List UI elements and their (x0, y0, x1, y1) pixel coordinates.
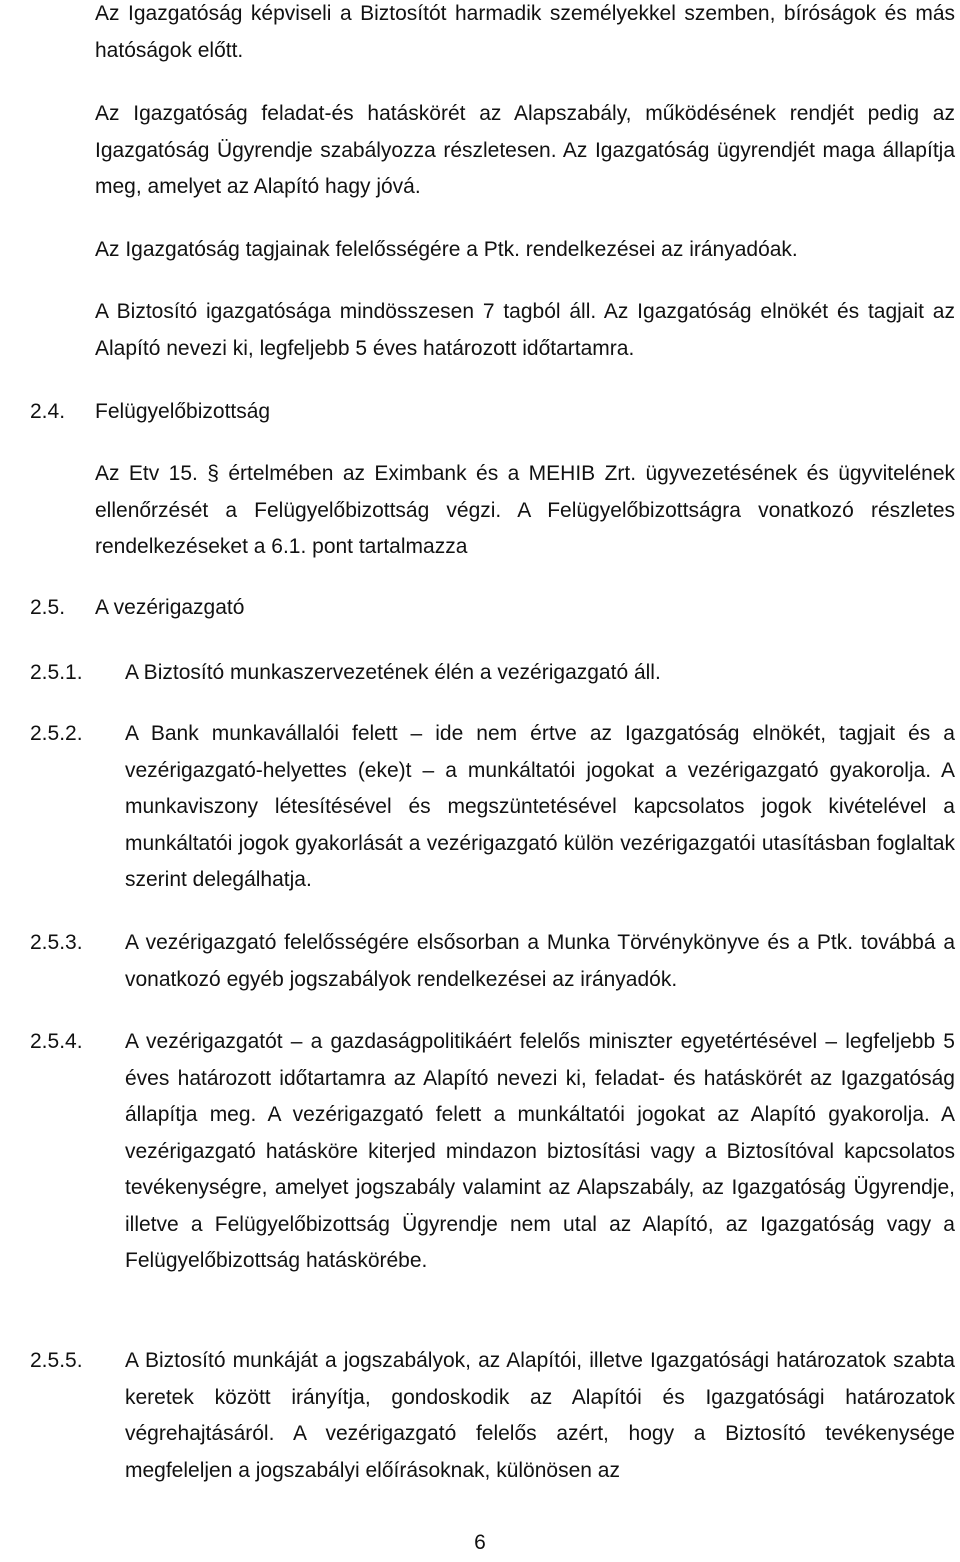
paragraph-board-members: A Biztosító igazgatósága mindösszesen 7 tagból áll. Az Igazgatóság elnökét és tagjait az Alapító nevezi ki, legfeljebb 5 éves határozott időtartamra. (95, 300, 955, 360)
paragraph-representation: Az Igazgatóság képviseli a Biztosítót harmadik személyekkel szemben, bíróságok és más hatóságok előtt. (95, 2, 955, 62)
clause-text: A vezérigazgató felelősségére elsősorban a Munka Törvénykönyve és a Ptk. továbbá a vonatkozó egyéb jogszabályok rendelkezései az irányadók. (125, 931, 955, 991)
section-body: Az Etv 15. § értelmében az Eximbank és a MEHIB Zrt. ügyvezetésének és ügyvitelének ellenőrzését a Felügyelőbizottság végzi. A Felügyelőbizottságra vonatkozó részletes rendelkezéseket a 6.1. pont tartalmazza (95, 462, 955, 558)
clause-text: A Biztosító munkáját a jogszabályok, az Alapítói, illetve Igazgatósági határozatok szabta keretek között irányítja, gondoskodik az Alapítói és Igazgatósági határozatok végrehajtásáról. A vezérigazgató felelős azért, hogy a Biztosító tevékenysége megfeleljen a jogszabályi előírásoknak, különösen az (125, 1349, 955, 1482)
clause-number: 2.5.3. (30, 931, 83, 954)
clause-number: 2.5.1. (30, 661, 83, 684)
clause-number: 2.5.5. (30, 1349, 83, 1372)
paragraph-liability: Az Igazgatóság tagjainak felelősségére a Ptk. rendelkezései az irányadóak. (95, 238, 798, 261)
clause-number: 2.5.2. (30, 722, 83, 745)
section-number: 2.5. (30, 596, 66, 619)
clause-number: 2.5.4. (30, 1030, 83, 1053)
section-number: 2.4. (30, 400, 66, 423)
page-number: 6 (474, 1531, 486, 1554)
clause-text: A Biztosító munkaszervezetének élén a vezérigazgató áll. (125, 661, 661, 684)
section-heading: Felügyelőbizottság (95, 400, 271, 423)
section-heading: A vezérigazgató (95, 596, 245, 619)
clause-text: A vezérigazgatót – a gazdaságpolitikáért felelős miniszter egyetértésével – legfeljebb 5 éves határozott időtartamra az Alapító nevezi ki, feladat- és hatáskörét az Igazgatóság állapítja meg. A vezérigazgató felett a munkáltatói jogokat az Alapító gyakorolja. A vezérigazgató hatásköre kiterjed mindazon biztosítási vagy a Biztosítóval kapcsolatos tevékenységre, amelyet jogszabály valamint az Alapszabály, az Igazgatóság Ügyrendje, illetve a Felügyelőbizottság Ügyrendje nem utal az Alapító, az Igazgatóság vagy a Felügyelőbizottság hatáskörébe. (125, 1030, 955, 1272)
paragraph-rules: Az Igazgatóság feladat-és hatáskörét az Alapszabály, működésének rendjét pedig az Igazgatóság Ügyrendje szabályozza részletesen. Az Igazgatóság ügyrendjét maga állapítja meg, amelyet az Alapító hagy jóvá. (95, 102, 955, 198)
clause-text: A Bank munkavállalói felett – ide nem értve az Igazgatóság elnökét, tagjait és a vezérigazgató-helyettes (eke)t – a munkáltatói jogokat a vezérigazgató gyakorolja. A munkaviszony létesítésével és megszüntetésével kapcsolatos jogok kivételével a munkáltatói jogok gyakorlását a vezérigazgató külön vezérigazgatói utasításban foglaltak szerint delegálhatja. (125, 722, 955, 891)
